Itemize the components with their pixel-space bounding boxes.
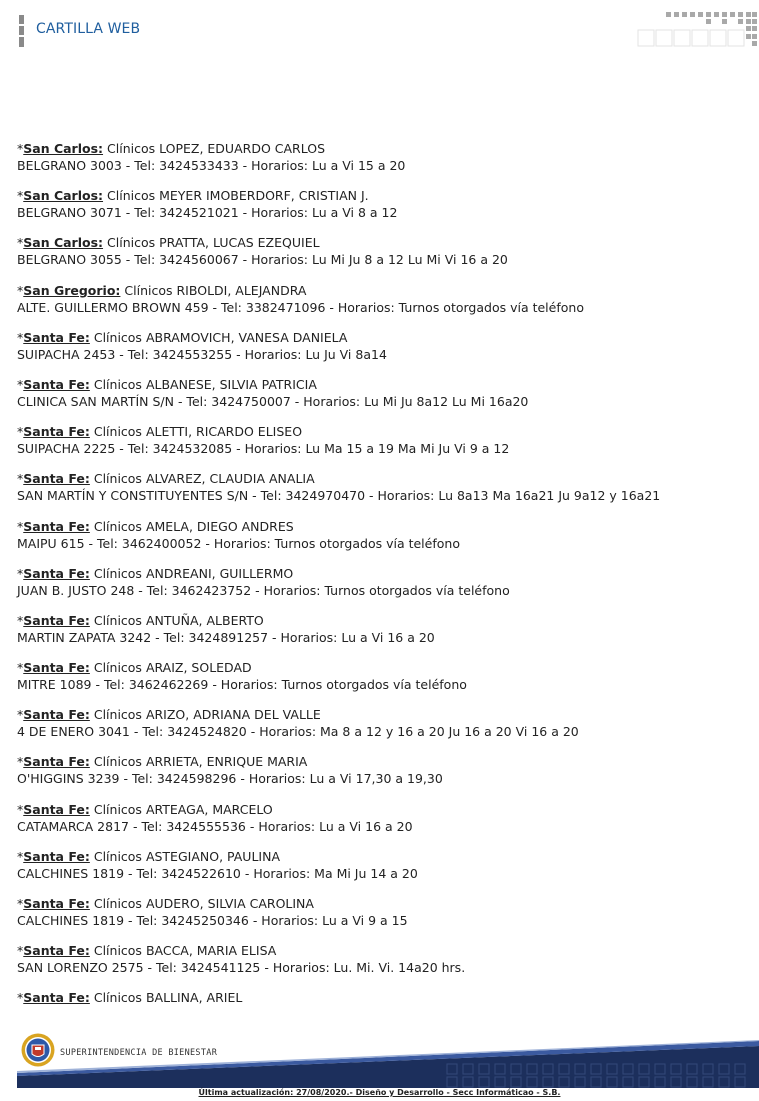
provider-city: Santa Fe:: [23, 518, 90, 534]
provider-details: O'HIGGINS 3239 - Tel: 3424598296 - Horarios: Lu a Vi 17,30 a 19,30: [17, 771, 443, 787]
provider-schedule: Turnos otorgados vía teléfono: [398, 299, 584, 315]
provider-specialty: Clínicos: [107, 141, 156, 156]
provider-entry: [17, 565, 747, 612]
provider-address: CLINICA SAN MARTÍN S/N: [17, 393, 174, 409]
provider-city: Santa Fe:: [23, 660, 90, 676]
provider-specialty: Clínicos: [93, 896, 142, 911]
provider-city: San Carlos:: [23, 188, 104, 204]
provider-name: AUDERO, SILVIA CAROLINA: [145, 896, 314, 911]
provider-heading: *Santa Fe: Clínicos AUDERO, SILVIA CAROLINA: [17, 896, 314, 911]
provider-city: Santa Fe:: [23, 612, 90, 628]
provider-phone: 3424533433: [159, 158, 239, 173]
provider-heading: *San Carlos: Clínicos LOPEZ, EDUARDO CARLOS: [17, 141, 326, 156]
provider-name: ANDREANI, GUILLERMO: [145, 565, 294, 581]
provider-specialty: Clínicos: [93, 471, 142, 487]
provider-details: CALCHINES 1819 - Tel: 3424522610 - Horarios: Ma Mi Ju 14 a 20: [17, 865, 418, 881]
provider-name: ALETTI, RICARDO ELISEO: [145, 424, 303, 440]
provider-address: SUIPACHA 2453: [17, 346, 116, 362]
provider-name: BACCA, MARIA ELISA: [145, 943, 277, 959]
provider-entry: [17, 801, 747, 848]
provider-city: Santa Fe:: [23, 943, 90, 959]
provider-name: RIBOLDI, ALEJANDRA: [176, 282, 307, 298]
provider-phone: 3462423752: [171, 582, 252, 598]
provider-name: ARTEAGA, MARCELO: [145, 801, 273, 817]
provider-address: CALCHINES 1819: [17, 913, 125, 928]
provider-details: CALCHINES 1819 - Tel: 34245250346 - Horarios: Lu a Vi 9 a 15: [17, 913, 408, 928]
provider-city: Santa Fe:: [23, 801, 90, 817]
provider-address: SAN MARTÍN Y CONSTITUYENTES S/N: [17, 488, 249, 504]
provider-details: 4 DE ENERO 3041 - Tel: 3424524820 - Horarios: Ma 8 a 12 y 16 a 20 Ju 16 a 20 Vi 16 a 20: [17, 724, 579, 740]
provider-details: CLINICA SAN MARTÍN S/N - Tel: 3424750007 - Horarios: Lu Mi Ju 8a12 Lu Mi 16a20: [17, 393, 529, 409]
provider-phone: 3382471096: [245, 299, 326, 315]
provider-heading: *Santa Fe: Clínicos ARIZO, ADRIANA DEL VALLE: [17, 707, 321, 723]
header-pattern-icon: [636, 10, 759, 48]
provider-heading: *Santa Fe: Clínicos ALVAREZ, CLAUDIA ANALIA: [17, 471, 315, 487]
provider-entry: [17, 187, 747, 234]
provider-name: ASTEGIANO, PAULINA: [145, 848, 281, 864]
provider-schedule: Turnos otorgados vía teléfono: [281, 677, 467, 693]
provider-list: [17, 140, 747, 1037]
provider-specialty: Clínicos: [93, 990, 142, 1006]
provider-specialty: Clínicos: [93, 801, 142, 817]
provider-heading: *Santa Fe: Clínicos BALLINA, ARIEL: [17, 990, 243, 1006]
provider-city: San Carlos:: [23, 141, 104, 156]
provider-address: MITRE 1089: [17, 677, 92, 693]
provider-address: CALCHINES 1819: [17, 865, 125, 881]
provider-details: ALTE. GUILLERMO BROWN 459 - Tel: 3382471096 - Horarios: Turnos otorgados vía teléfono: [17, 299, 584, 315]
provider-address: BELGRANO 3003: [17, 158, 122, 173]
provider-city: San Carlos:: [23, 235, 104, 251]
provider-name: ARRIETA, ENRIQUE MARIA: [145, 754, 308, 770]
provider-address: BELGRANO 3071: [17, 205, 122, 221]
provider-schedule: Lu Mi Ju 8a12 Lu Mi 16a20: [364, 393, 529, 409]
provider-details: BELGRANO 3071 - Tel: 3424521021 - Horarios: Lu a Vi 8 a 12: [17, 205, 398, 221]
provider-heading: *Santa Fe: Clínicos AMELA, DIEGO ANDRES: [17, 518, 294, 534]
institution-seal-icon: [21, 1033, 55, 1067]
provider-details: MARTIN ZAPATA 3242 - Tel: 3424891257 - Horarios: Lu a Vi 16 a 20: [17, 629, 435, 645]
provider-entry: [17, 942, 747, 989]
provider-specialty: Clínicos: [93, 660, 142, 676]
provider-details: MAIPU 615 - Tel: 3462400052 - Horarios: Turnos otorgados vía teléfono: [17, 535, 460, 551]
provider-phone: 3424524820: [167, 724, 247, 740]
provider-city: Santa Fe:: [23, 424, 90, 440]
provider-details: MITRE 1089 - Tel: 3462462269 - Horarios: Turnos otorgados vía teléfono: [17, 677, 467, 693]
provider-specialty: Clínicos: [124, 282, 173, 298]
provider-schedule: Lu Ju Vi 8a14: [305, 346, 387, 362]
provider-specialty: Clínicos: [93, 329, 142, 345]
provider-address: CATAMARCA 2817: [17, 818, 129, 834]
provider-name: ANTUÑA, ALBERTO: [145, 612, 264, 628]
provider-name: MEYER IMOBERDORF, CRISTIAN J.: [159, 188, 369, 204]
provider-schedule: Lu. Mi. Vi. 14a20 hrs.: [333, 960, 466, 976]
provider-entry: [17, 895, 747, 942]
provider-city: Santa Fe:: [23, 896, 90, 911]
provider-city: Santa Fe:: [23, 990, 90, 1006]
provider-city: San Gregorio:: [23, 282, 121, 298]
provider-schedule: Ma 8 a 12 y 16 a 20 Ju 16 a 20 Vi 16 a 20: [320, 724, 579, 740]
provider-heading: *San Gregorio: Clínicos RIBOLDI, ALEJANDRA: [17, 282, 307, 298]
provider-schedule: Lu a Vi 15 a 20: [311, 158, 406, 173]
last-update-note: Última actualización: 27/08/2020.- Diseño y Desarrollo - Secc Informáticao - S.B.: [198, 1088, 561, 1097]
provider-details: JUAN B. JUSTO 248 - Tel: 3462423752 - Horarios: Turnos otorgados vía teléfono: [17, 582, 510, 598]
provider-city: Santa Fe:: [23, 707, 90, 723]
provider-heading: *Santa Fe: Clínicos ARAIZ, SOLEDAD: [17, 660, 252, 676]
provider-entry: [17, 140, 747, 187]
provider-phone: 3424891257: [188, 629, 269, 645]
provider-address: SUIPACHA 2225: [17, 441, 116, 457]
provider-entry: [17, 282, 747, 329]
provider-details: SAN LORENZO 2575 - Tel: 3424541125 - Horarios: Lu. Mi. Vi. 14a20 hrs.: [17, 960, 466, 976]
provider-schedule: Turnos otorgados vía teléfono: [274, 535, 460, 551]
provider-phone: 3462400052: [121, 535, 202, 551]
provider-entry: [17, 329, 747, 376]
page-footer: [0, 1030, 759, 1101]
provider-entry: [17, 612, 747, 659]
provider-city: Santa Fe:: [23, 565, 90, 581]
provider-details: CATAMARCA 2817 - Tel: 3424555536 - Horarios: Lu a Vi 16 a 20: [17, 818, 413, 834]
page-title: CARTILLA WEB: [36, 21, 141, 37]
organization-name: SUPERINTENDENCIA DE BIENESTAR: [60, 1048, 218, 1058]
provider-phone: 3462462269: [128, 677, 209, 693]
provider-phone: 3424560067: [159, 252, 239, 268]
provider-city: Santa Fe:: [23, 329, 90, 345]
provider-schedule: Lu a Vi 17,30 a 19,30: [309, 771, 443, 787]
provider-schedule: Lu 8a13 Ma 16a21 Ju 9a12 y 16a21: [438, 488, 661, 504]
provider-address: O'HIGGINS 3239: [17, 771, 120, 787]
provider-heading: *Santa Fe: Clínicos ARTEAGA, MARCELO: [17, 801, 273, 817]
provider-address: ALTE. GUILLERMO BROWN 459: [17, 299, 209, 315]
provider-schedule: Lu Mi Ju 8 a 12 Lu Mi Vi 16 a 20: [311, 252, 508, 268]
provider-heading: *Santa Fe: Clínicos ABRAMOVICH, VANESA DANIELA: [17, 329, 348, 345]
provider-entry: [17, 376, 747, 423]
provider-name: BALLINA, ARIEL: [145, 990, 243, 1006]
provider-phone: 3424598296: [156, 771, 237, 787]
provider-entry: [17, 518, 747, 565]
provider-heading: *Santa Fe: Clínicos ARRIETA, ENRIQUE MARIA: [17, 754, 308, 770]
provider-name: AMELA, DIEGO ANDRES: [145, 518, 294, 534]
provider-schedule: Ma Mi Ju 14 a 20: [314, 865, 418, 881]
provider-name: ARAIZ, SOLEDAD: [145, 660, 252, 676]
provider-heading: *Santa Fe: Clínicos ANDREANI, GUILLERMO: [17, 565, 294, 581]
provider-specialty: Clínicos: [93, 376, 142, 392]
page-header: [0, 0, 759, 60]
provider-phone: 3424541125: [180, 960, 261, 976]
provider-specialty: Clínicos: [107, 235, 156, 251]
provider-details: SUIPACHA 2225 - Tel: 3424532085 - Horarios: Lu Ma 15 a 19 Ma Mi Ju Vi 9 a 12: [17, 441, 510, 457]
provider-heading: *San Carlos: Clínicos PRATTA, LUCAS EZEQUIEL: [17, 235, 320, 251]
provider-specialty: Clínicos: [93, 565, 142, 581]
provider-specialty: Clínicos: [107, 188, 156, 204]
provider-phone: 3424750007: [211, 393, 291, 409]
provider-name: ABRAMOVICH, VANESA DANIELA: [145, 329, 348, 345]
provider-heading: *San Carlos: Clínicos MEYER IMOBERDORF, CRISTIAN J.: [17, 188, 369, 204]
provider-address: MAIPU 615: [17, 535, 85, 551]
header-bar-icon: [19, 15, 24, 47]
provider-name: LOPEZ, EDUARDO CARLOS: [159, 141, 326, 156]
provider-specialty: Clínicos: [93, 518, 142, 534]
provider-schedule: Lu a Vi 8 a 12: [311, 205, 398, 221]
provider-details: SUIPACHA 2453 - Tel: 3424553255 - Horarios: Lu Ju Vi 8a14: [17, 346, 387, 362]
provider-schedule: Lu a Vi 16 a 20: [341, 629, 435, 645]
provider-city: Santa Fe:: [23, 848, 90, 864]
provider-heading: *Santa Fe: Clínicos ASTEGIANO, PAULINA: [17, 848, 281, 864]
provider-city: Santa Fe:: [23, 754, 90, 770]
provider-schedule: Turnos otorgados vía teléfono: [324, 582, 510, 598]
provider-address: 4 DE ENERO 3041: [17, 724, 130, 740]
provider-specialty: Clínicos: [93, 612, 142, 628]
provider-details: SAN MARTÍN Y CONSTITUYENTES S/N - Tel: 3424970470 - Horarios: Lu 8a13 Ma 16a21 Ju 9a12 y 16a21: [17, 488, 661, 504]
provider-entry: [17, 470, 747, 517]
provider-schedule: Lu Ma 15 a 19 Ma Mi Ju Vi 9 a 12: [305, 441, 510, 457]
provider-heading: *Santa Fe: Clínicos ANTUÑA, ALBERTO: [17, 612, 264, 628]
provider-schedule: Lu a Vi 16 a 20: [319, 818, 413, 834]
provider-entry: [17, 423, 747, 470]
provider-entry: [17, 659, 747, 706]
provider-address: BELGRANO 3055: [17, 252, 122, 268]
provider-entry: [17, 753, 747, 800]
provider-entry: [17, 234, 747, 281]
provider-entry: [17, 706, 747, 753]
provider-address: JUAN B. JUSTO 248: [17, 582, 135, 598]
provider-phone: 3424970470: [285, 488, 366, 504]
provider-specialty: Clínicos: [93, 707, 142, 723]
provider-name: PRATTA, LUCAS EZEQUIEL: [159, 235, 320, 251]
provider-name: ARIZO, ADRIANA DEL VALLE: [145, 707, 321, 723]
provider-specialty: Clínicos: [93, 424, 142, 440]
provider-heading: *Santa Fe: Clínicos ALETTI, RICARDO ELISEO: [17, 424, 303, 440]
provider-address: MARTIN ZAPATA 3242: [17, 629, 152, 645]
provider-entry: [17, 848, 747, 895]
provider-name: ALVAREZ, CLAUDIA ANALIA: [145, 471, 315, 487]
provider-name: ALBANESE, SILVIA PATRICIA: [145, 376, 317, 392]
provider-heading: *Santa Fe: Clínicos BACCA, MARIA ELISA: [17, 943, 277, 959]
provider-phone: 3424521021: [159, 205, 239, 221]
provider-phone: 3424522610: [161, 865, 241, 881]
provider-details: BELGRANO 3055 - Tel: 3424560067 - Horarios: Lu Mi Ju 8 a 12 Lu Mi Vi 16 a 20: [17, 252, 508, 268]
provider-city: Santa Fe:: [23, 376, 90, 392]
provider-schedule: Lu a Vi 9 a 15: [322, 913, 408, 928]
provider-city: Santa Fe:: [23, 471, 90, 487]
provider-phone: 3424532085: [152, 441, 233, 457]
provider-phone: 3424553255: [152, 346, 233, 362]
provider-phone: 3424555536: [166, 818, 246, 834]
provider-address: SAN LORENZO 2575: [17, 960, 144, 976]
provider-specialty: Clínicos: [93, 943, 142, 959]
provider-specialty: Clínicos: [93, 848, 142, 864]
provider-details: BELGRANO 3003 - Tel: 3424533433 - Horarios: Lu a Vi 15 a 20: [17, 158, 406, 173]
provider-heading: *Santa Fe: Clínicos ALBANESE, SILVIA PATRICIA: [17, 376, 317, 392]
provider-phone: 34245250346: [161, 913, 249, 928]
provider-specialty: Clínicos: [93, 754, 142, 770]
